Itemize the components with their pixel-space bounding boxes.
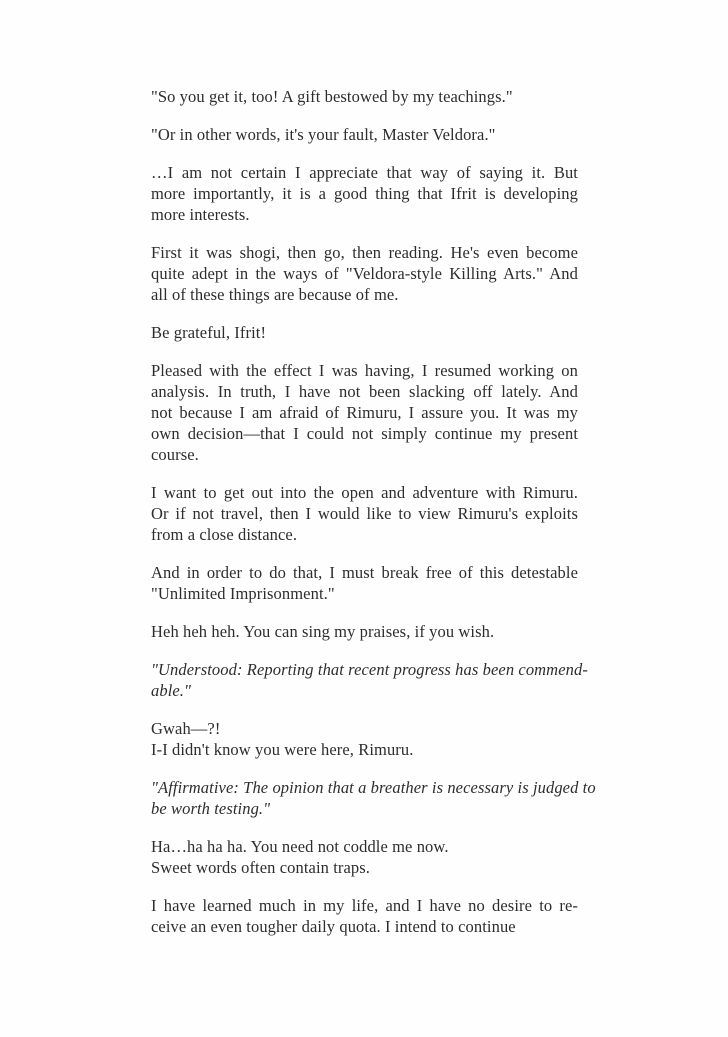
text-line: more importantly, it is a good thing that Ifrit is developing [151, 184, 578, 203]
text-line: all of these things are because of me. [151, 285, 399, 304]
text-line: "Affirmative: The opinion that a breather is necessary is judged to [151, 778, 596, 797]
text-line: Sweet words often contain traps. [151, 858, 371, 877]
text-line: own decision—that I could not simply continue my present [151, 424, 578, 443]
text-line: I have learned much in my life, and I have no desire to re- [151, 896, 578, 915]
text-line: ceive an even tougher daily quota. I intend to continue [151, 917, 516, 936]
text-line: Ha…ha ha ha. You need not coddle me now. [151, 837, 449, 856]
paragraph [151, 482, 578, 545]
paragraph [151, 562, 578, 604]
paragraph [151, 895, 578, 937]
paragraph [151, 322, 578, 343]
text-line: Or if not travel, then I would like to view Rimuru's exploits [151, 504, 578, 523]
text-line: I-I didn't know you were here, Rimuru. [151, 740, 414, 759]
text-line: Gwah—?! [151, 719, 221, 738]
text-line: more interests. [151, 205, 250, 224]
text-line: not because I am afraid of Rimuru, I assure you. It was my [151, 403, 578, 422]
text-line: I want to get out into the open and adventure with Rimuru. [151, 483, 578, 502]
text-line: …I am not certain I appreciate that way of saying it. But [151, 163, 578, 182]
text-line: Be grateful, Ifrit! [151, 323, 267, 342]
text-line: "So you get it, too! A gift bestowed by my teachings." [151, 87, 513, 106]
text-line: First it was shogi, then go, then reading. He's even become [151, 243, 578, 262]
text-line: from a close distance. [151, 525, 298, 544]
text-line: And in order to do that, I must break free of this detestable [151, 563, 578, 582]
text-line: be worth testing." [151, 799, 271, 818]
paragraph [151, 162, 578, 225]
paragraph [151, 621, 578, 642]
paragraph [151, 242, 578, 305]
paragraph-sage-speech [151, 777, 596, 819]
text-line: course. [151, 445, 199, 464]
paragraph [151, 360, 578, 465]
page-text-block [151, 86, 596, 954]
text-line: quite adept in the ways of "Veldora-style Killing Arts." And [151, 264, 578, 283]
paragraph [151, 836, 578, 878]
text-line: "Understood: Reporting that recent progress has been commend- [151, 660, 588, 679]
text-line: "Unlimited Imprisonment." [151, 584, 335, 603]
paragraph-sage-speech [151, 659, 588, 701]
text-line: able." [151, 681, 192, 700]
text-line: "Or in other words, it's your fault, Master Veldora." [151, 125, 496, 144]
text-line: analysis. In truth, I have not been slacking off lately. And [151, 382, 578, 401]
paragraph [151, 86, 578, 107]
paragraph [151, 124, 578, 145]
paragraph [151, 718, 578, 760]
text-line: Heh heh heh. You can sing my praises, if you wish. [151, 622, 495, 641]
text-line: Pleased with the effect I was having, I resumed working on [151, 361, 578, 380]
